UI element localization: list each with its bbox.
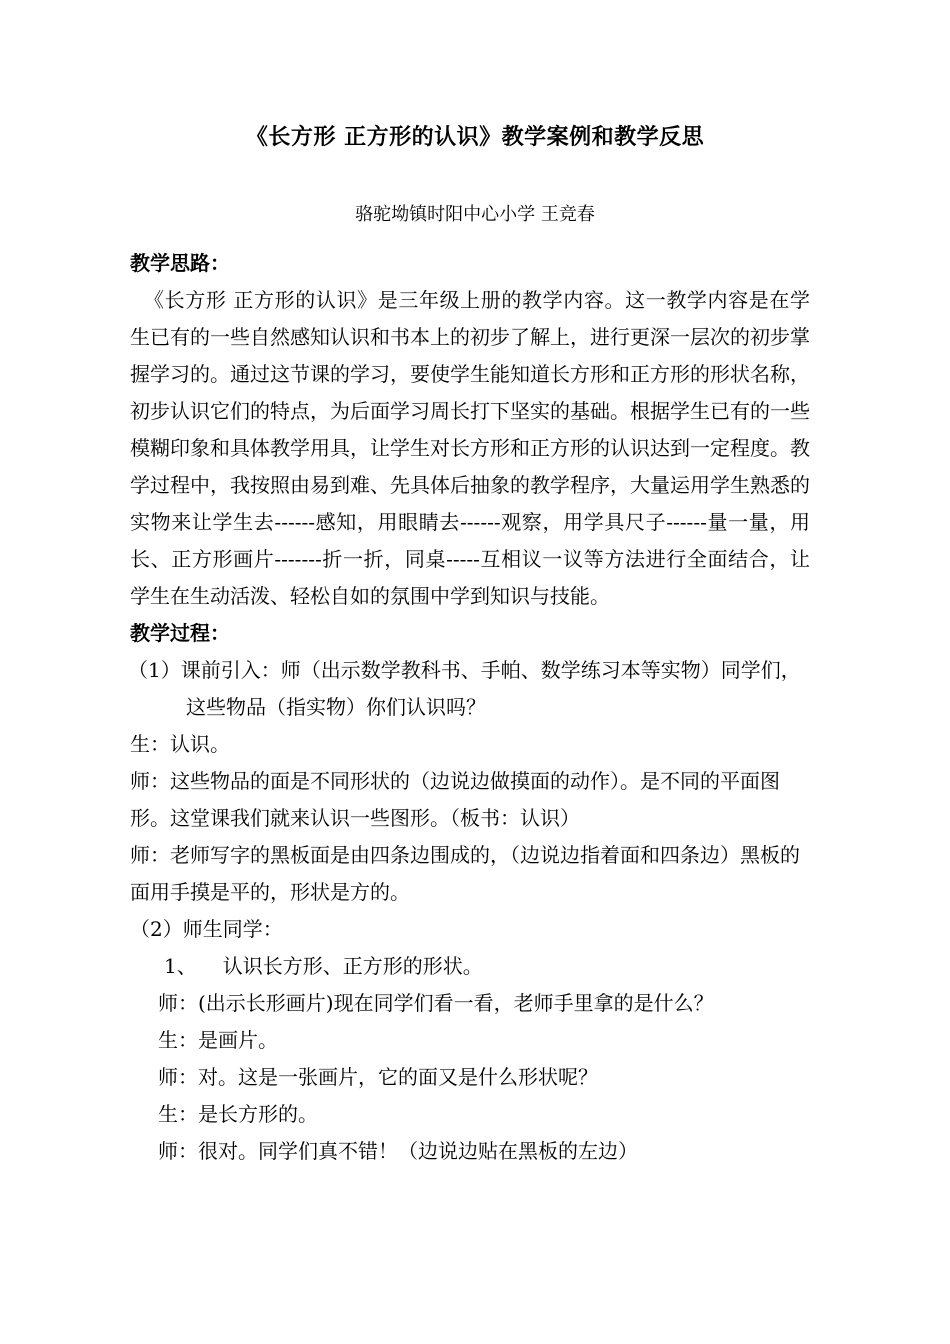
dialogue-line: 师：很对。同学们真不错！（边说边贴在黑板的左边） xyxy=(158,1139,638,1163)
dialogue-line: 生：是画片。 xyxy=(158,1028,278,1052)
process-step-intro: （1）课前引入：师（出示数学教科书、手帕、数学练习本等实物）同学们，这些物品（指实物）你们认识吗？ xyxy=(128,658,801,719)
dialogue-line: 师：(出示长形画片)现在同学们看一看，老师手里拿的是什么？ xyxy=(158,991,714,1015)
section-heading-teaching-idea: 教学思路： xyxy=(130,251,230,275)
dialogue-line: 师：这些物品的面是不同形状的（边说边做摸面的动作）。是不同的平面图形。这堂课我们就来认识一些图形。（板书：认识） xyxy=(130,769,780,830)
author-line: 骆驼坳镇时阳中心小学 王竞春 xyxy=(355,204,595,225)
dialogue-line: 师：对。这是一张画片，它的面又是什么形状呢？ xyxy=(158,1065,598,1089)
document-body xyxy=(130,245,810,1170)
teaching-idea-paragraph: 《长方形 正方形的认识》是三年级上册的教学内容。这一教学内容是在学生已有的一些自然感知认识和书本上的初步了解上，进行更深一层次的初步掌握学习的。通过这节课的学习，要使学生能知道长方形和正方形的形状名称，初步认识它们的特点，为后面学习周长打下坚实的基础。根据学生已有的一些模糊印象和具体教学用具，让学生对长方形和正方形的认识达到一定程度。教学过程中，我按照由易到难、先具体后抽象的教学程序，大量运用学生熟悉的实物来让学生去------感知，用眼睛去------观察，用学具尺子------量一量，用长、正方形画片-------折一折，同桌-----互相议一议等方法进行全面结合，让学生在生动活泼、轻松自如的氛围中学到知识与技能。 xyxy=(130,288,810,608)
dialogue-line: 生：认识。 xyxy=(130,732,230,756)
document-title: 《长方形 正方形的认识》教学案例和教学反思 xyxy=(245,124,705,150)
dialogue-line: 师：老师写字的黑板面是由四条边围成的，（边说边指着面和四条边）黑板的面用手摸是平的，形状是方的。 xyxy=(130,843,800,904)
dialogue-line: 生：是长方形的。 xyxy=(158,1102,318,1126)
section-heading-teaching-process: 教学过程： xyxy=(130,621,230,645)
item-number: 1、 xyxy=(164,954,197,978)
item-text: 认识长方形、正方形的形状。 xyxy=(222,954,483,978)
numbered-item xyxy=(130,948,810,985)
process-step-together: （2）师生同学： xyxy=(130,917,283,941)
